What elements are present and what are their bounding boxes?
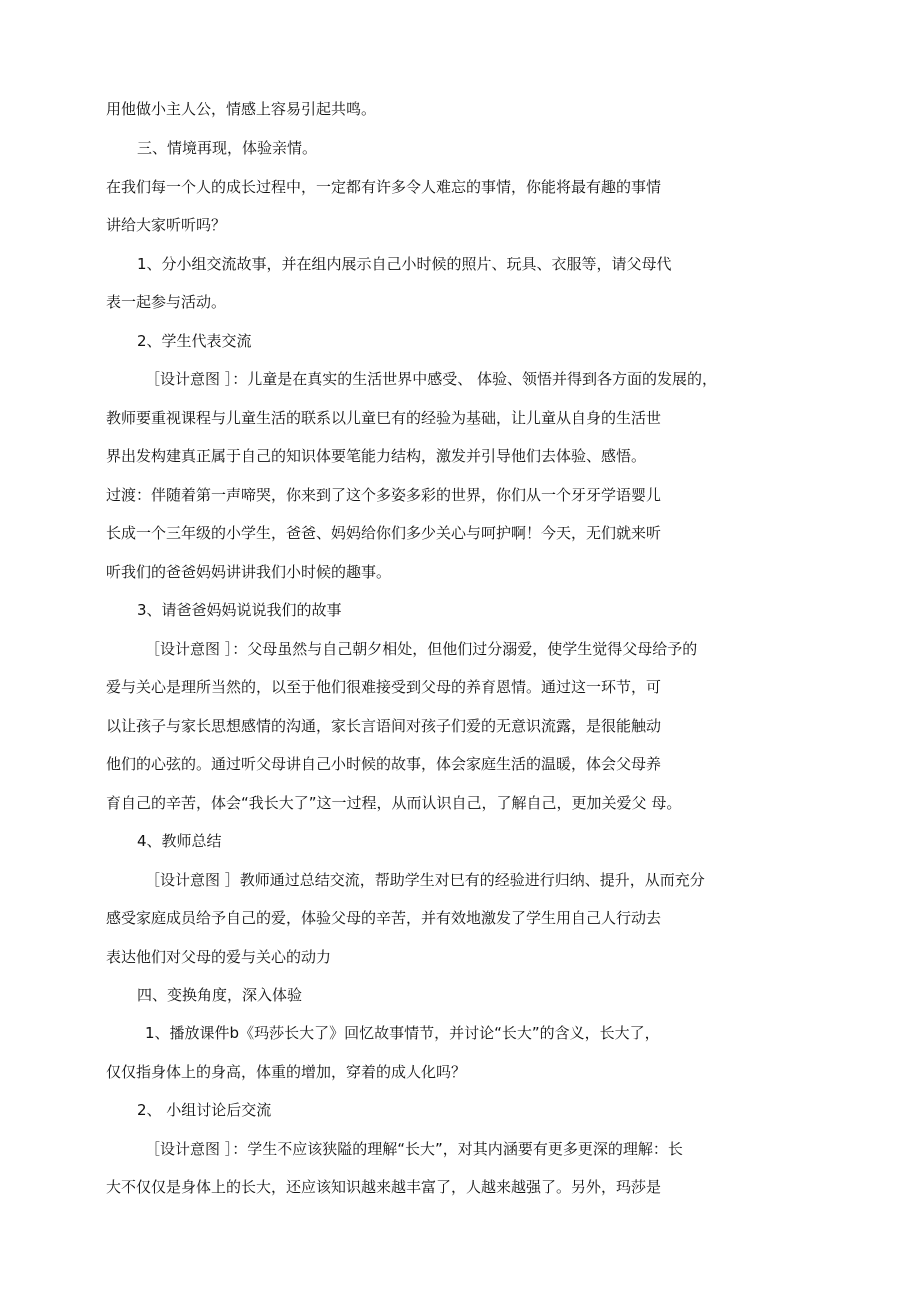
list-item: 1、分小组交流故事，并在组内展示自己小时候的照片、玩具、衣服等，请父母代 (137, 255, 672, 273)
paragraph-line: 在我们每一个人的成长过程中，一定都有许多令人难忘的事情，你能将最有趣的事情 (106, 178, 662, 196)
paragraph-line: 听我们的爸爸妈妈讲讲我们小时候的趣事。 (106, 563, 392, 581)
paragraph-line: 仅仅指身体上的身高，体重的增加，穿着的成人化吗？ (106, 1063, 467, 1081)
paragraph-line: 表一起参与活动。 (106, 293, 227, 311)
list-item: 2、 小组讨论后交流 (137, 1101, 272, 1119)
list-item: 4、教师总结 (137, 832, 222, 850)
paragraph-line: 表达他们对父母的爱与关心的动力 (106, 948, 332, 966)
paragraph-line: 讲给大家听听吗？ (106, 216, 227, 234)
paragraph-line: 大不仅仅是身体上的长大，还应该知识越来越丰富了，人越来越强了。另外，玛莎是 (106, 1178, 662, 1196)
design-intent-line: ［设计意图 ］：学生不应该狭隘的理解“长大”，对其内涵要有更多更深的理解：长 (145, 1140, 683, 1158)
list-item: 2、学生代表交流 (137, 332, 252, 350)
paragraph-line: 爱与关心是理所当然的，以至于他们很难接受到父母的养育恩情。通过这一环节，可 (106, 678, 662, 696)
transition-line: 过渡：伴随着第一声啼哭，你来到了这个多姿多彩的世界，你们从一个牙牙学语婴儿 (106, 486, 662, 504)
paragraph-line: 界出发构建真正属于自己的知识体要笔能力结构，激发并引导他们去体验、感悟。 (106, 447, 647, 465)
paragraph-line: 用他做小主人公，情感上容易引起共鸣。 (106, 100, 377, 118)
paragraph-line: 感受家庭成员给予自己的爱，体验父母的辛苦，并有效地激发了学生用自己人行动去 (106, 909, 662, 927)
paragraph-line: 他们的心弦的。通过听父母讲自己小时候的故事，体会家庭生活的温暖，体会父母养 (106, 755, 662, 773)
design-intent-line: ［设计意图 ］：儿童是在真实的生活世界中感受、 体验、领悟并得到各方面的发展的， (145, 370, 718, 388)
list-item: 3、请爸爸妈妈说说我们的故事 (137, 601, 342, 619)
section-heading: 四、变换角度，深入体验 (137, 986, 303, 1004)
list-item: 1、播放课件b《玛莎长大了》回忆故事情节，并讨论“长大”的含义，长大了， (145, 1024, 660, 1042)
paragraph-line: 以让孩子与家长思想感情的沟通，家长言语间对孩子们爱的无意识流露，是很能触动 (106, 717, 662, 735)
paragraph-line: 教师要重视课程与儿童生活的联系以儿童巳有的经验为基础，让儿童从自身的生活世 (106, 409, 662, 427)
paragraph-line: 育自己的辛苦，体会“我长大了”这一过程，从而认识自己，了解自己，更加关爱父 母。 (106, 794, 682, 812)
paragraph-line: 长成一个三年级的小学生，爸爸、妈妈给你们多少关心与呵护啊！今天，无们就来听 (106, 524, 662, 542)
design-intent-line: ［设计意图 ］：父母虽然与自己朝夕相处，但他们过分溺爱，使学生觉得父母给予的 (145, 640, 698, 658)
section-heading: 三、情境再现，体验亲情。 (137, 139, 318, 157)
design-intent-line: ［设计意图 ］教师通过总结交流，帮助学生对巳有的经验进行归纳、提升，从而充分 (145, 871, 705, 889)
